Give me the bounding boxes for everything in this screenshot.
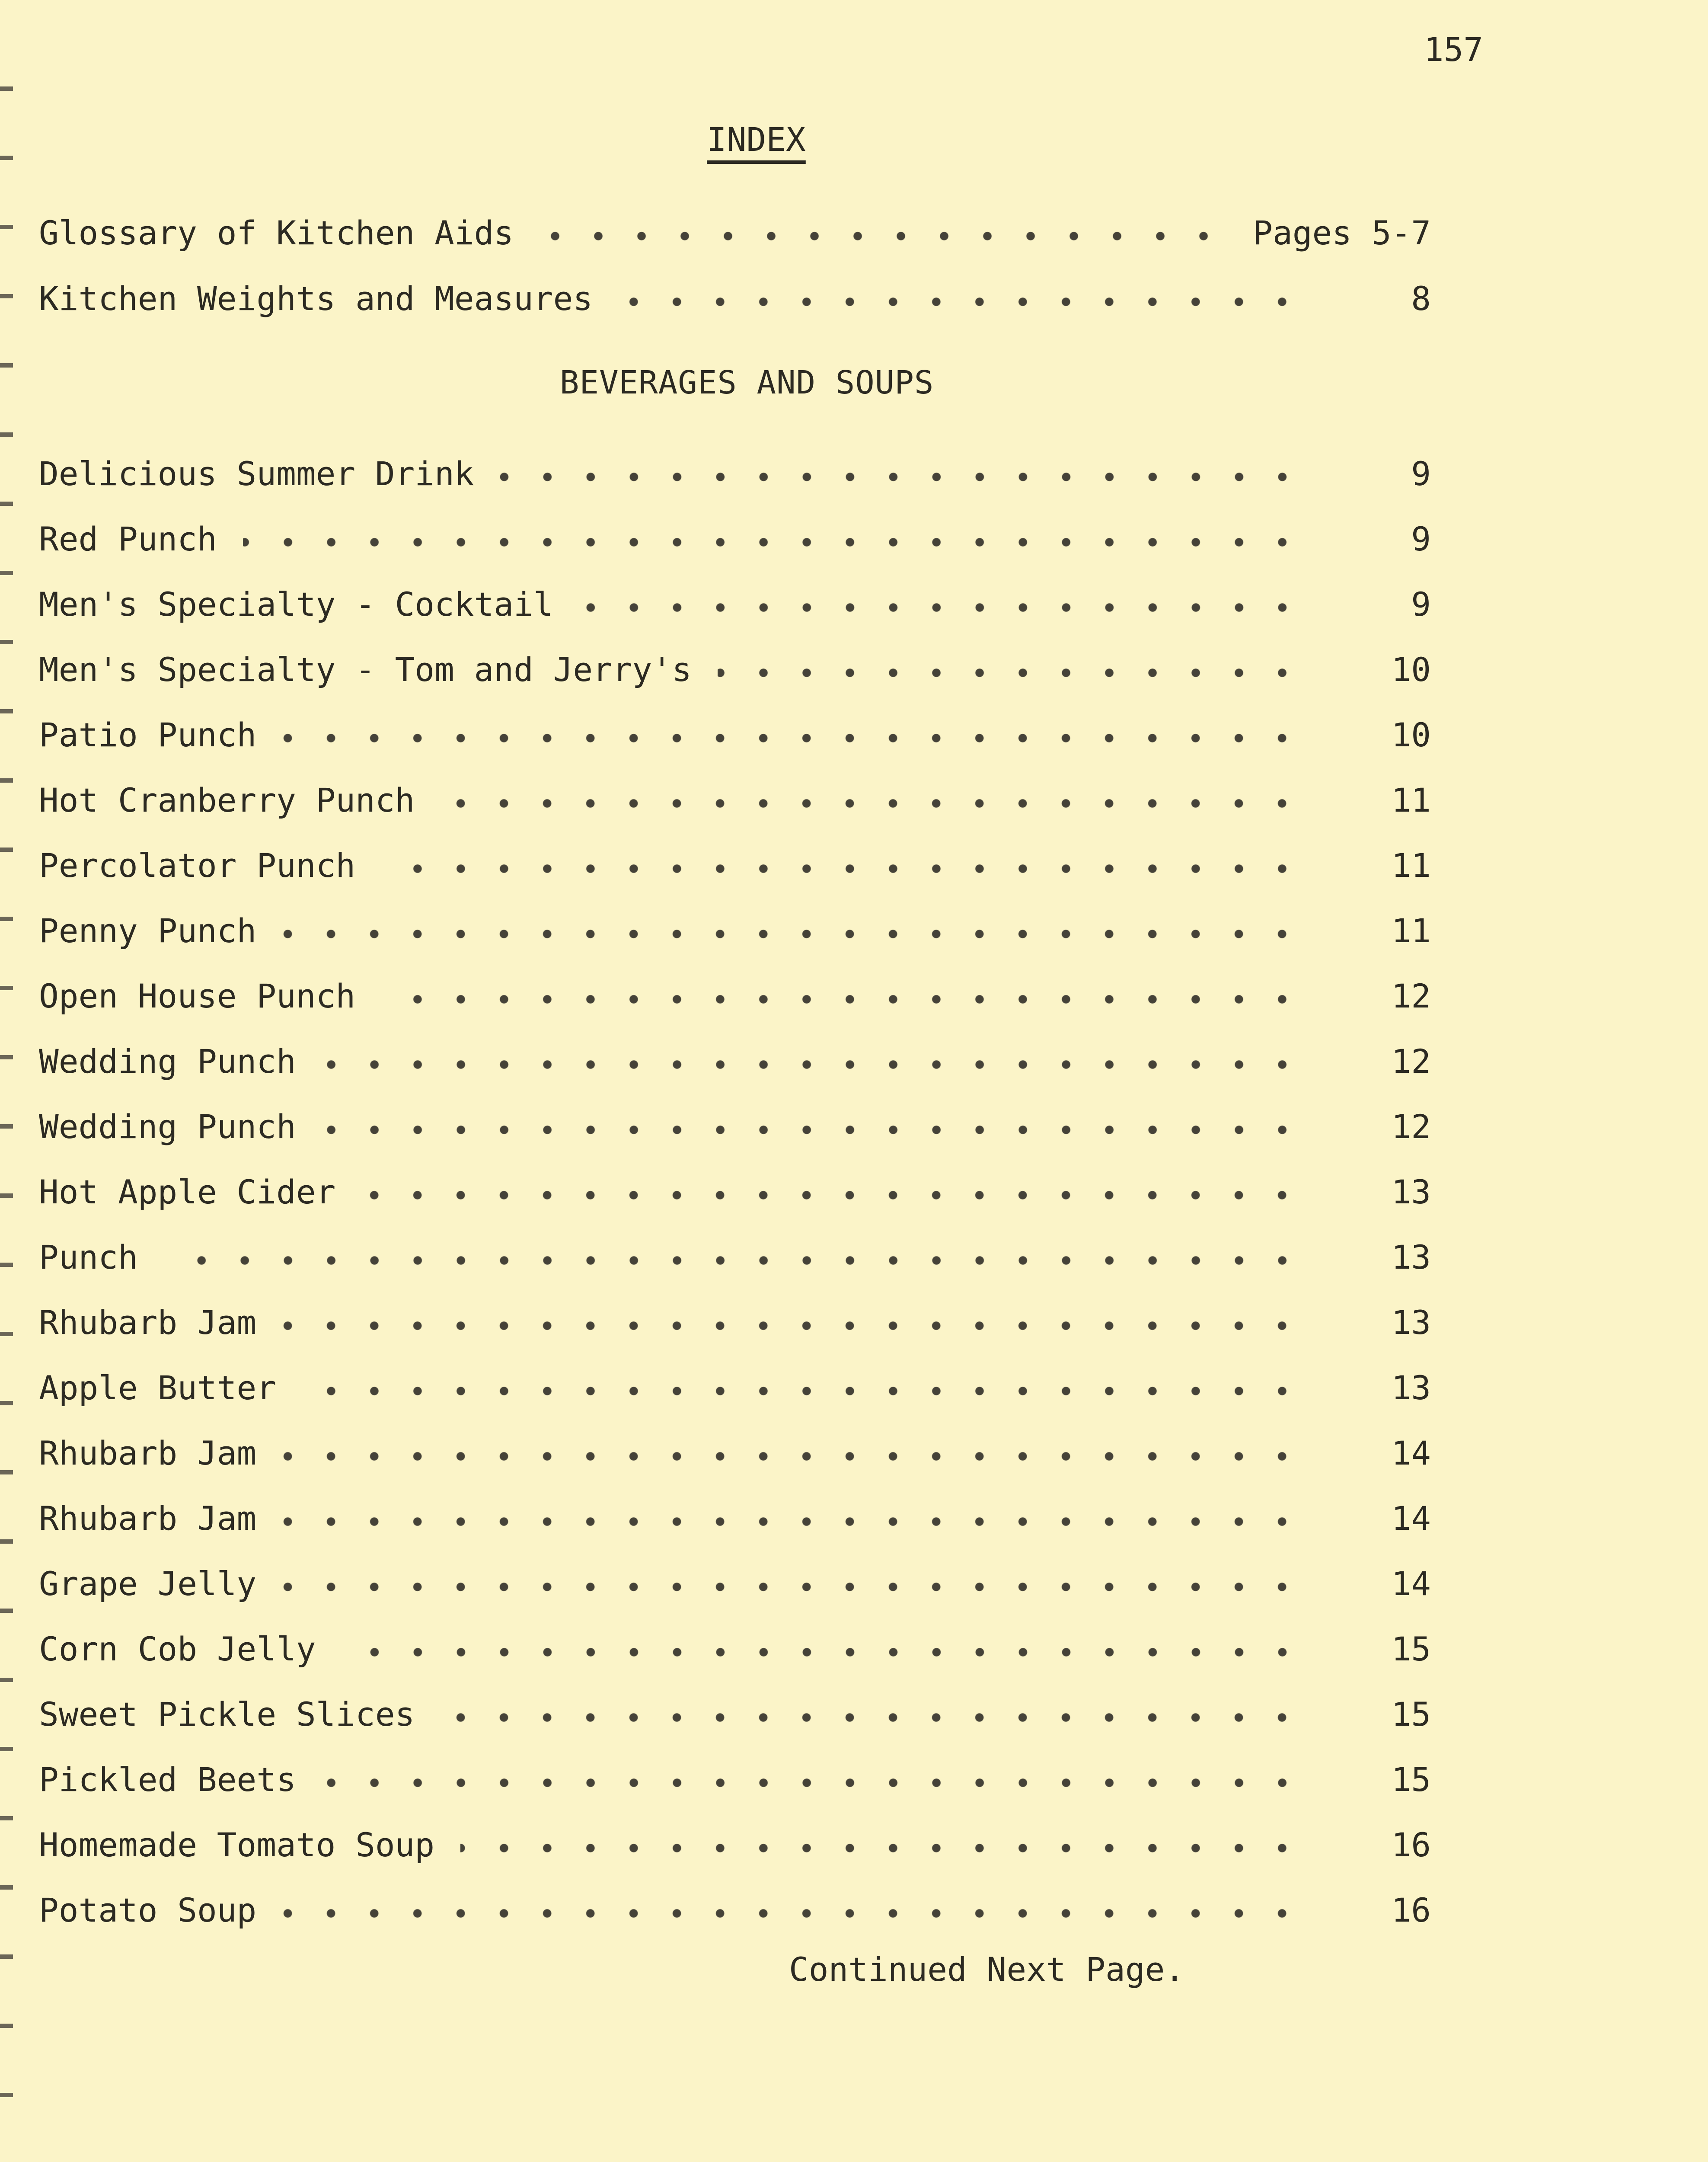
entry-label: Men's Specialty - Tom and Jerry's: [39, 650, 692, 689]
index-entry: [39, 844, 1431, 887]
dot-leader: [322, 1105, 1310, 1148]
entry-page: 16: [1391, 1890, 1431, 1929]
entry-page: 8: [1411, 279, 1431, 318]
entry-label: Glossary of Kitchen Aids: [39, 213, 514, 252]
entry-label: Wedding Punch: [39, 1107, 296, 1146]
dot-leader: [282, 1431, 1310, 1474]
entry-label: Homemade Tomato Soup: [39, 1825, 435, 1864]
index-entry: [39, 713, 1431, 756]
entry-page: 10: [1391, 650, 1431, 689]
entry-label: Red Punch: [39, 519, 217, 558]
index-entry: [39, 1823, 1431, 1866]
dot-leader: [282, 713, 1310, 756]
dot-leader: [282, 1497, 1310, 1540]
dot-leader: [282, 1301, 1310, 1344]
dot-leader: [282, 1562, 1310, 1605]
entry-page: 12: [1391, 976, 1431, 1015]
entry-page: 11: [1391, 846, 1431, 885]
entry-label: Punch: [39, 1238, 138, 1276]
index-entry: [39, 1170, 1431, 1213]
entry-label: Percolator Punch: [39, 846, 356, 885]
index-entry: [39, 452, 1431, 495]
entry-page: 14: [1391, 1564, 1431, 1603]
index-entry: [39, 1497, 1431, 1540]
entry-page: 9: [1411, 519, 1431, 558]
dot-leader: [282, 909, 1310, 952]
entry-page: 10: [1391, 715, 1431, 754]
entry-page: 14: [1391, 1433, 1431, 1472]
index-entry: [39, 1627, 1431, 1670]
dot-leader: [718, 648, 1310, 691]
entry-page: 15: [1391, 1629, 1431, 1668]
section-heading: BEVERAGES AND SOUPS: [560, 364, 934, 401]
entry-page: 12: [1391, 1107, 1431, 1146]
entry-label: Sweet Pickle Slices: [39, 1695, 415, 1733]
entry-label: Grape Jelly: [39, 1564, 257, 1603]
entry-page: 9: [1411, 585, 1431, 624]
index-entry: [39, 517, 1431, 560]
entry-label: Pickled Beets: [39, 1760, 296, 1799]
entry-label: Potato Soup: [39, 1890, 257, 1929]
dot-leader: [381, 844, 1310, 887]
entry-page: 16: [1391, 1825, 1431, 1864]
dot-leader: [322, 1758, 1310, 1801]
entry-page: 14: [1391, 1499, 1431, 1538]
entry-label: Hot Cranberry Punch: [39, 780, 415, 819]
entry-page: 13: [1391, 1303, 1431, 1342]
dot-leader: [579, 582, 1310, 626]
entry-page: 15: [1391, 1695, 1431, 1733]
dot-leader: [342, 1627, 1310, 1670]
dot-leader: [540, 211, 1231, 254]
dot-leader: [243, 517, 1310, 560]
dot-leader: [322, 1039, 1310, 1083]
index-entry: [39, 1301, 1431, 1344]
index-entry: [39, 1888, 1431, 1932]
continued-note: Continued Next Page.: [789, 1950, 1185, 1989]
dot-leader: [500, 452, 1310, 495]
index-entry: [39, 1562, 1431, 1605]
index-entry: [39, 974, 1431, 1017]
entry-page: 11: [1391, 911, 1431, 950]
index-entry: [39, 1758, 1431, 1801]
entry-label: Delicious Summer Drink: [39, 454, 474, 493]
entry-label: Wedding Punch: [39, 1042, 296, 1081]
index-entry: [39, 909, 1431, 952]
entry-page: 11: [1391, 780, 1431, 819]
index-entry: [39, 778, 1431, 822]
dot-leader: [361, 1170, 1310, 1213]
dot-leader: [619, 277, 1310, 320]
entry-label: Apple Butter: [39, 1368, 277, 1407]
dot-leader: [441, 778, 1310, 822]
entry-page: 13: [1391, 1172, 1431, 1211]
entry-page: 9: [1411, 454, 1431, 493]
entry-label: Corn Cob Jelly: [39, 1629, 316, 1668]
index-entry: [39, 1235, 1431, 1279]
index-entry: [39, 211, 1431, 254]
dot-leader: [282, 1888, 1310, 1932]
entry-page: 13: [1391, 1368, 1431, 1407]
page-title: INDEX: [707, 120, 806, 159]
entry-page: 13: [1391, 1238, 1431, 1276]
index-entry: [39, 1692, 1431, 1736]
entry-label: Patio Punch: [39, 715, 257, 754]
entry-label: Kitchen Weights and Measures: [39, 279, 593, 318]
index-entry: [39, 1431, 1431, 1474]
entry-label: Rhubarb Jam: [39, 1303, 257, 1342]
index-entry: [39, 1105, 1431, 1148]
entry-label: Rhubarb Jam: [39, 1499, 257, 1538]
entry-page: 15: [1391, 1760, 1431, 1799]
entry-page: Pages 5-7: [1253, 213, 1431, 252]
binding-hole-marks: [0, 86, 13, 2119]
dot-leader: [441, 1692, 1310, 1736]
entry-label: Men's Specialty - Cocktail: [39, 585, 553, 624]
index-entry: [39, 1366, 1431, 1409]
dot-leader: [460, 1823, 1310, 1866]
index-entry: [39, 277, 1431, 320]
page-number: 157: [1424, 30, 1483, 69]
dot-leader: [164, 1235, 1310, 1279]
dot-leader: [381, 974, 1310, 1017]
index-entry: [39, 582, 1431, 626]
entry-label: Penny Punch: [39, 911, 257, 950]
index-entry: [39, 648, 1431, 691]
entry-label: Open House Punch: [39, 976, 356, 1015]
dot-leader: [302, 1366, 1310, 1409]
entry-page: 12: [1391, 1042, 1431, 1081]
index-entry: [39, 1039, 1431, 1083]
entry-label: Rhubarb Jam: [39, 1433, 257, 1472]
entry-label: Hot Apple Cider: [39, 1172, 336, 1211]
